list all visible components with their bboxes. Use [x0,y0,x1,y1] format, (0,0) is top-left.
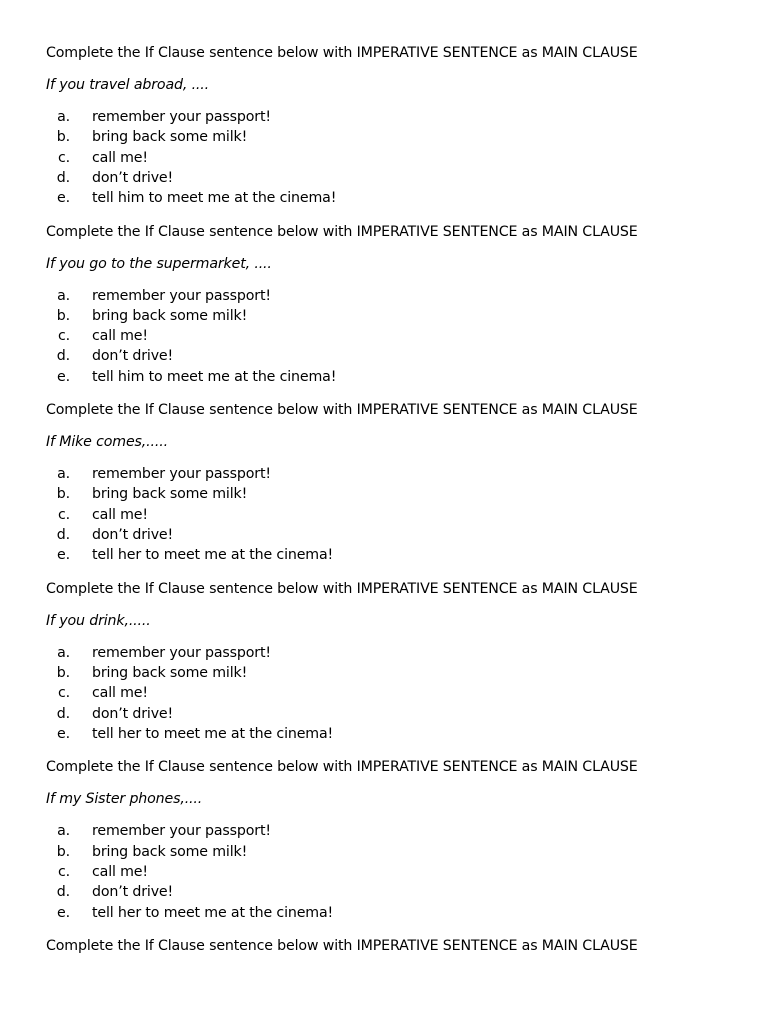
option-item [46,882,333,902]
option-letter: c. [57,685,70,702]
option-letter: e. [57,368,70,385]
option-item [46,903,333,923]
option-item [46,643,333,663]
option-text: tell her to meet me at the cinema! [92,904,334,921]
option-text: remember your passport! [92,823,271,840]
option-item [46,168,336,188]
option-letter: a. [57,823,70,840]
option-letter: c. [57,863,70,880]
option-text: remember your passport! [92,466,271,483]
option-letter: a. [57,287,70,304]
option-text: remember your passport! [92,644,271,661]
option-item [46,107,336,127]
question-block-1 [46,43,746,222]
option-item [46,842,333,862]
option-letter: d. [56,348,70,365]
option-item [46,148,336,168]
option-text: tell him to meet me at the cinema! [92,368,337,385]
option-text: don’t drive! [92,884,174,901]
option-text: tell her to meet me at the cinema! [92,725,334,742]
option-letter: a. [57,109,70,125]
option-text: call me! [92,149,148,166]
instruction-line: Complete the If Clause sentence below with IMPERATIVE SENTENCE as MAIN CLAUSE [46,580,638,597]
option-item [46,286,336,306]
options-list [46,107,336,208]
option-item [46,525,333,545]
option-text: don’t drive! [92,705,174,722]
option-item [46,188,336,208]
option-text: tell him to meet me at the cinema! [92,190,337,207]
option-letter: c. [57,149,70,166]
option-item [46,505,333,525]
question-prompt: If you travel abroad, .... [46,77,210,93]
option-item [46,821,333,841]
worksheet [46,43,746,954]
option-text: remember your passport! [92,109,271,125]
instruction-line: Complete the If Clause sentence below with IMPERATIVE SENTENCE as MAIN CLAUSE [46,402,638,419]
option-letter: e. [57,904,70,921]
options-list [46,821,333,922]
question-block-4 [46,579,746,758]
option-item [46,306,336,326]
option-text: don’t drive! [92,527,174,544]
option-letter: b. [56,129,70,146]
option-text: bring back some milk! [92,665,248,682]
option-item [46,484,333,504]
option-text: bring back some milk! [92,129,248,146]
option-item [46,724,333,744]
question-block-3 [46,400,746,579]
option-letter: c. [57,328,70,345]
option-text: tell her to meet me at the cinema! [92,547,334,564]
option-letter: b. [56,486,70,503]
option-letter: d. [56,169,70,186]
question-prompt: If Mike comes,..... [46,434,168,451]
option-letter: d. [56,705,70,722]
question-block-2 [46,222,746,401]
option-letter: d. [56,884,70,901]
option-text: don’t drive! [92,348,174,365]
option-text: bring back some milk! [92,486,248,503]
option-item [46,683,333,703]
instruction-line-final: Complete the If Clause sentence below with IMPERATIVE SENTENCE as MAIN CLAUSE [46,938,638,954]
option-item [46,545,333,565]
question-prompt: If you go to the supermarket, .... [46,255,272,272]
options-list [46,464,333,565]
option-text: bring back some milk! [92,843,248,860]
option-item [46,326,336,346]
options-list [46,286,336,387]
option-text: call me! [92,685,148,702]
instruction-line: Complete the If Clause sentence below with IMPERATIVE SENTENCE as MAIN CLAUSE [46,759,638,776]
option-item [46,704,333,724]
option-letter: e. [57,190,70,207]
option-item [46,127,336,147]
option-text: remember your passport! [92,287,271,304]
option-text: call me! [92,328,148,345]
options-list [46,643,333,744]
option-letter: a. [57,466,70,483]
option-letter: b. [56,665,70,682]
question-prompt: If my Sister phones,.... [46,791,203,808]
question-prompt: If you drink,..... [46,612,151,629]
option-text: bring back some milk! [92,307,248,324]
option-item [46,346,336,366]
option-item [46,464,333,484]
option-text: call me! [92,506,148,523]
instruction-line: Complete the If Clause sentence below with IMPERATIVE SENTENCE as MAIN CLAUSE [46,45,638,61]
option-item [46,862,333,882]
instruction-line: Complete the If Clause sentence below with IMPERATIVE SENTENCE as MAIN CLAUSE [46,223,638,240]
option-letter: c. [57,506,70,523]
option-letter: a. [57,644,70,661]
option-text: call me! [92,863,148,880]
option-letter: e. [57,725,70,742]
option-text: don’t drive! [92,169,174,186]
option-item [46,367,336,387]
option-letter: d. [56,527,70,544]
option-item [46,663,333,683]
question-block-5 [46,757,746,936]
option-letter: e. [57,547,70,564]
option-letter: b. [56,843,70,860]
option-letter: b. [56,307,70,324]
